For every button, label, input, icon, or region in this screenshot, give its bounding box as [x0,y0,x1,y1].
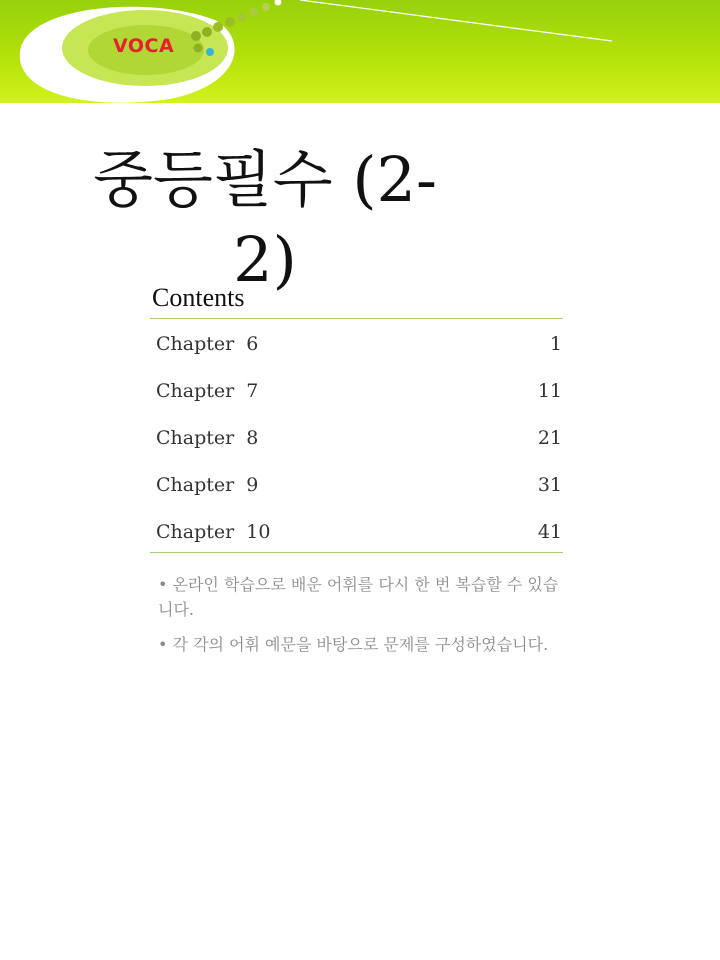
contents-heading: Contents [152,283,245,312]
toc-label: Chapter 8 [156,427,259,449]
header-streak [300,0,612,41]
page-title: 중등필수 (2-2) [93,143,437,296]
toc-page-number: 31 [537,474,562,496]
toc-label: Chapter 6 [156,333,259,355]
toc-page-number: 11 [537,380,562,402]
toc-page-number: 1 [549,333,562,355]
toc-label: Chapter 10 [156,521,271,543]
toc-page-number: 41 [537,521,562,543]
toc-row[interactable] [156,424,562,471]
contents-rule-bottom [150,552,563,553]
toc-row[interactable] [156,377,562,424]
toc-row[interactable] [156,330,562,377]
note-item: • 각 각의 어휘 예문을 바탕으로 문제를 구성하였습니다. [158,635,549,654]
note-item: • 온라인 학습으로 배운 어휘를 다시 한 번 복습할 수 있습니다. [158,575,559,619]
toc-page-number: 21 [537,427,562,449]
toc-label: Chapter 7 [156,380,259,402]
toc-row[interactable] [156,518,562,565]
header-decoration [0,0,720,103]
toc-row[interactable] [156,471,562,518]
logo-text: VOCA [113,35,175,57]
toc-list [156,330,562,565]
toc-label: Chapter 9 [156,474,259,496]
notes [158,572,570,667]
contents-rule-top [150,318,563,319]
